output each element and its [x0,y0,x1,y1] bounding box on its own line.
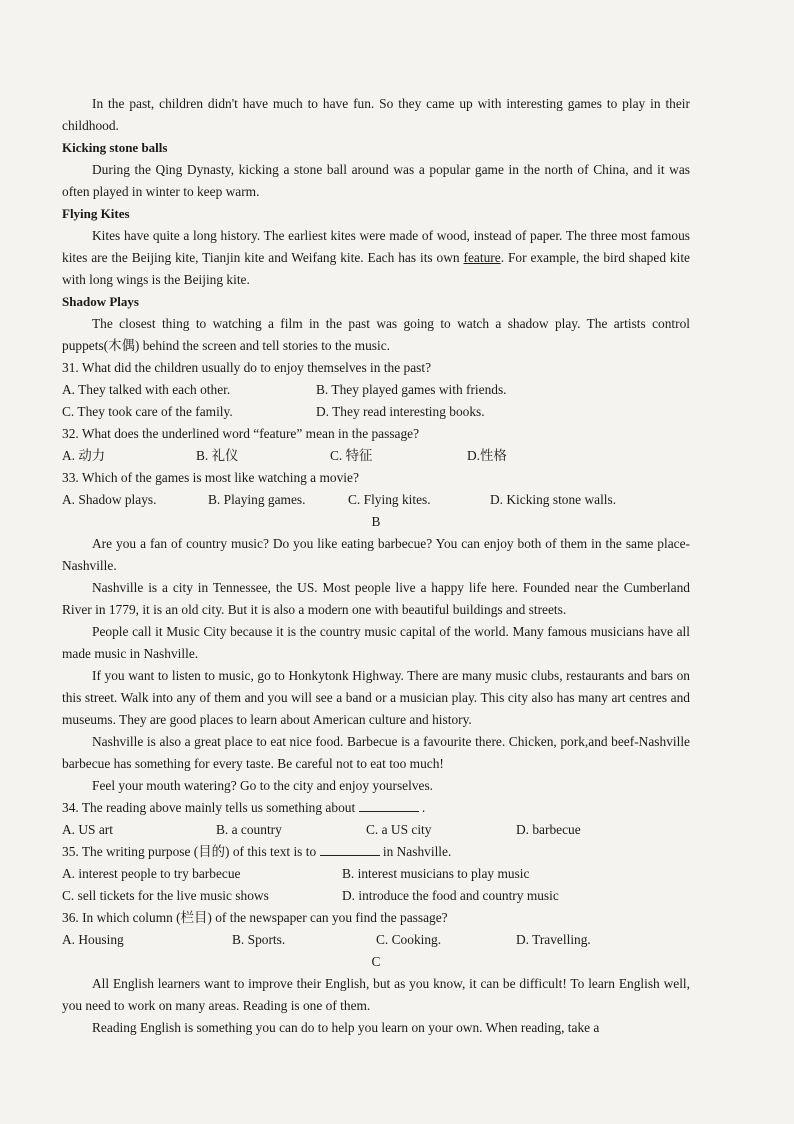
question-34-option-c: C. a US city [366,822,432,837]
p2-text-post: . For example, the bird shaped kite with long wings is the Beijing kite. [62,250,690,287]
question-35-stem-pre: 35. The writing purpose (目的) of this text is to [62,844,317,859]
question-34-option-a: A. US art [62,822,113,837]
question-33-option-a: A. Shadow plays. [62,492,157,507]
question-35-stem [62,841,690,863]
question-31-option-a: A. They talked with each other. [62,382,231,397]
passage-b-paragraph-1: Are you a fan of country music? Do you like eating barbecue? You can enjoy both of them in the same place-Nashville. [62,536,690,573]
answer-blank [359,799,419,812]
passage-c-paragraph-2: Reading English is something you can do to help you learn on your own. When reading, take a [92,1020,600,1035]
passage-b-paragraph-5: Nashville is also a great place to eat nice food. Barbecue is a favourite there. Chicken, pork,and beef-Nashville barbecue has something for every taste. Be careful not to eat too much! [62,734,690,771]
question-31-option-b: B. They played games with friends. [316,382,507,397]
question-31-stem: 31. What did the children usually do to enjoy themselves in the past? [62,360,432,375]
passage-a-paragraph-1: During the Qing Dynasty, kicking a stone ball around was a popular game in the north of China, and it was often played in winter to keep warm. [62,162,690,199]
question-32-stem: 32. What does the underlined word “feature” mean in the passage? [62,426,420,441]
passage-a-paragraph-2 [62,225,690,291]
underlined-word-feature: feature [463,250,501,265]
question-34-options [62,819,690,841]
heading-shadow-plays: Shadow Plays [62,294,139,309]
question-32-option-d: D.性格 [467,448,507,463]
question-34-stem [62,797,690,819]
question-33-option-b: B. Playing games. [208,492,306,507]
question-35-option-c: C. sell tickets for the live music shows [62,888,269,903]
passage-b-paragraph-2: Nashville is a city in Tennessee, the US. Most people live a happy life here. Founded near the Cumberland River in 1779, it is an old city. But it is also a modern one with beautiful buildings and streets. [62,580,690,617]
question-32-option-a: A. 动力 [62,448,106,463]
answer-blank [320,843,380,856]
question-35-option-d: D. introduce the food and country music [342,888,559,903]
heading-flying-kites: Flying Kites [62,206,130,221]
passage-a-paragraph-3: The closest thing to watching a film in the past was going to watch a shadow play. The artists control puppets(木偶) behind the screen and tell stories to the music. [62,316,690,353]
passage-a-intro: In the past, children didn't have much to have fun. So they came up with interesting games to play in their childhood. [62,96,690,133]
question-36-option-d: D. Travelling. [516,932,591,947]
question-34-stem-post: . [421,800,426,815]
passage-c-paragraph-1: All English learners want to improve their English, but as you know, it can be difficult! To learn English well, you need to work on many areas. Reading is one of them. [62,976,690,1013]
section-c-label: C [371,954,381,969]
question-36-option-b: B. Sports. [232,932,286,947]
question-31-options-row-1 [62,379,690,401]
passage-b-paragraph-3: People call it Music City because it is the country music capital of the world. Many famous musicians have all made music in Nashville. [62,624,690,661]
question-33-option-d: D. Kicking stone walls. [490,492,617,507]
question-35-option-b: B. interest musicians to play music [342,866,530,881]
question-33-stem: 33. Which of the games is most like watching a movie? [62,470,359,485]
question-34-option-b: B. a country [216,822,282,837]
question-32-option-b: B. 礼仪 [196,448,239,463]
question-31-option-c: C. They took care of the family. [62,404,233,419]
question-35-stem-post: in Nashville. [382,844,452,859]
question-33-option-c: C. Flying kites. [348,492,431,507]
p2-text-pre: Kites have quite a long history. The earliest kites were made of wood, instead of paper. The three most famous kites are the Beijing kite, Tianjin kite and Weifang kite. Each has its own [62,228,690,265]
question-33-options [62,489,690,511]
question-32-options [62,445,690,467]
question-34-option-d: D. barbecue [516,822,581,837]
passage-b-paragraph-4: If you want to listen to music, go to Honkytonk Highway. There are many music clubs, restaurants and bars on this street. Walk into any of them and you will see a band or a musician play. This city also has many art centres and museums. They are good places to learn about American culture and history. [62,668,690,727]
question-36-options [62,929,690,951]
heading-kicking-stone-balls: Kicking stone balls [62,140,168,155]
question-36-stem: 36. In which column (栏目) of the newspaper can you find the passage? [62,910,448,925]
question-36-option-a: A. Housing [62,932,124,947]
question-34-stem-pre: 34. The reading above mainly tells us something about [62,800,356,815]
passage-b-paragraph-6: Feel your mouth watering? Go to the city and enjoy yourselves. [92,778,434,793]
section-b-label: B [371,514,381,529]
question-35-option-a: A. interest people to try barbecue [62,866,241,881]
question-35-options-row-1 [62,863,690,885]
question-32-option-c: C. 特征 [330,448,373,463]
question-35-options-row-2 [62,885,690,907]
question-31-option-d: D. They read interesting books. [316,404,485,419]
question-31-options-row-2 [62,401,690,423]
question-36-option-c: C. Cooking. [376,932,442,947]
